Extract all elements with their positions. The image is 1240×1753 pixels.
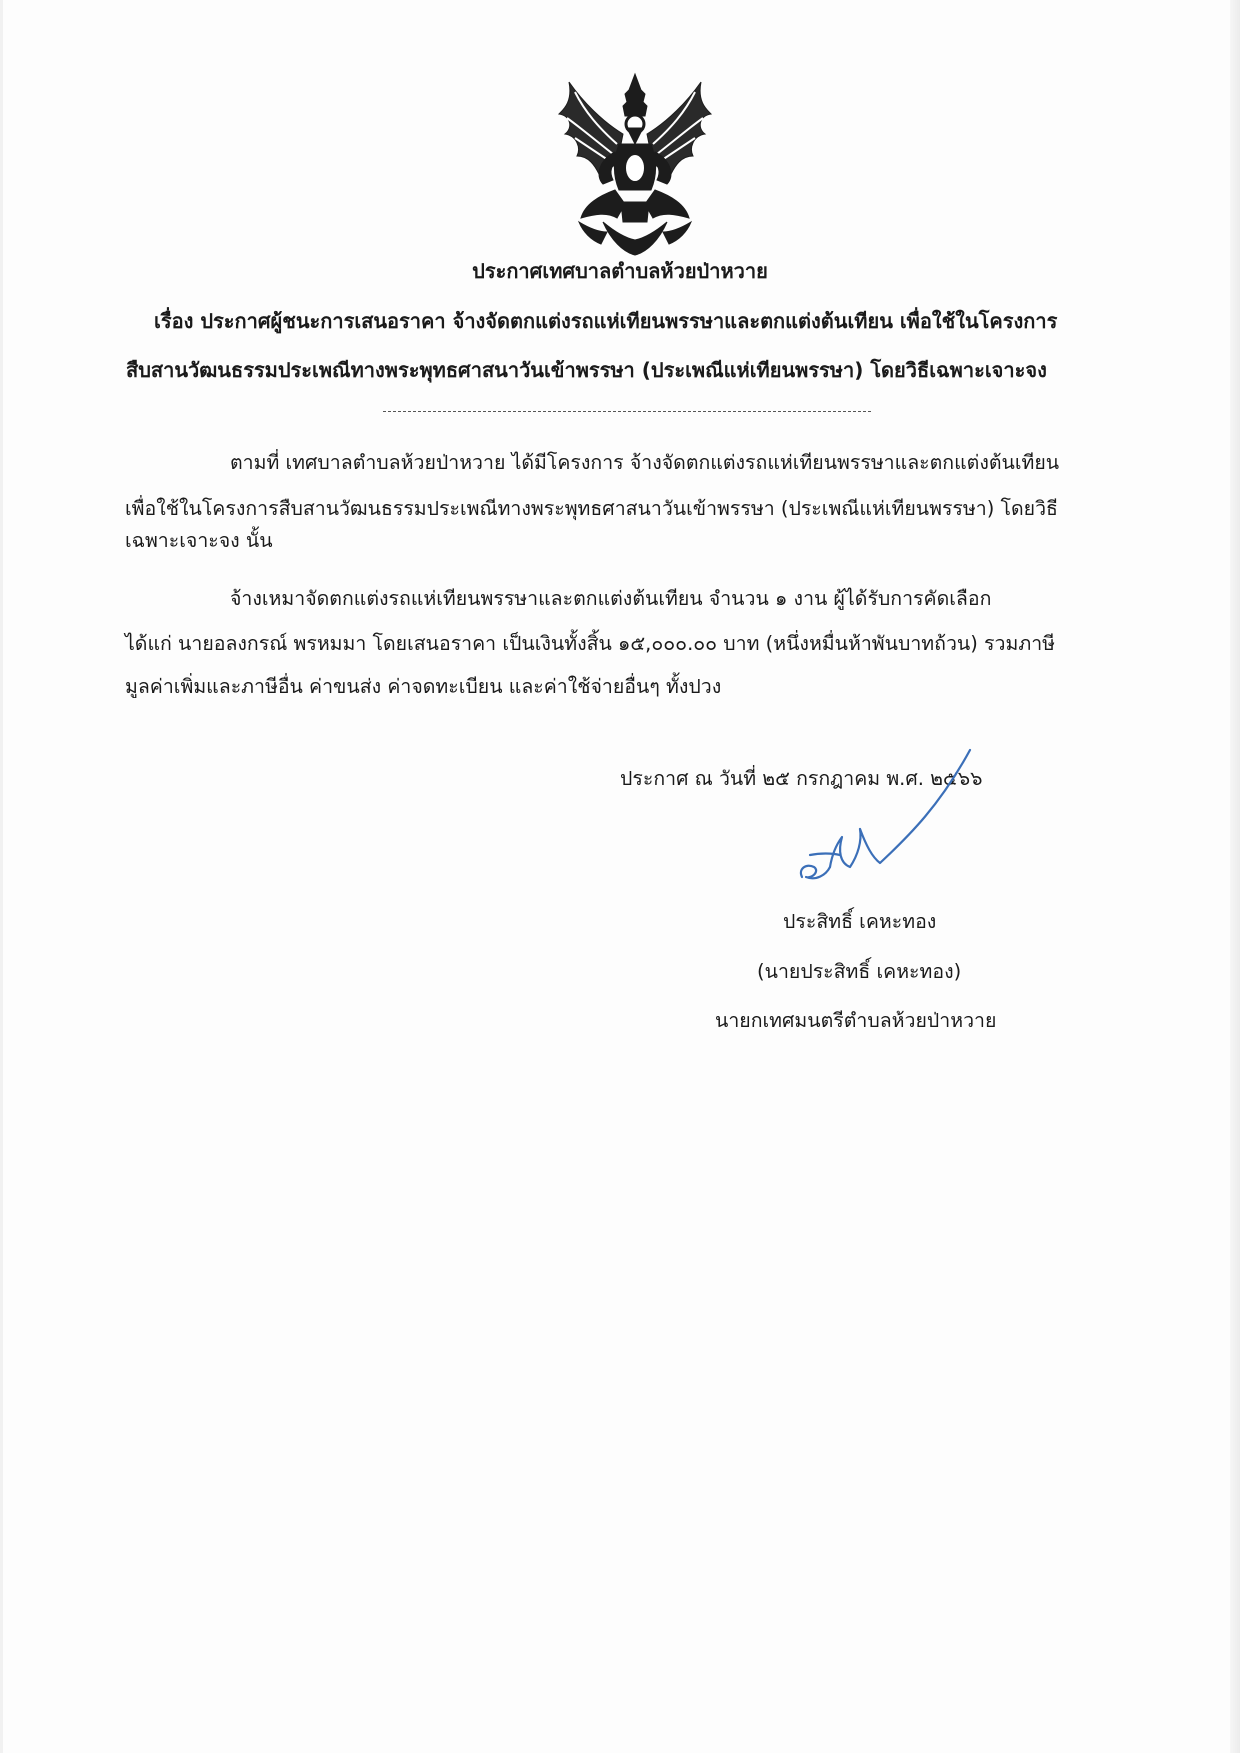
signer-full-name: (นายประสิทธิ์ เคหะทอง) xyxy=(757,960,962,983)
paragraph-2-line-3: มูลค่าเพิ่มและภาษีอื่น ค่าขนส่ง ค่าจดทะเบียน และค่าใช้จ่ายอื่นๆ ทั้งปวง xyxy=(125,675,722,698)
paragraph-2-line-1: จ้างเหมาจัดตกแต่งรถแห่เทียนพรรษาและตกแต่งต้นเทียน จำนวน ๑ งาน ผู้ได้รับการคัดเลือก xyxy=(230,587,992,610)
garuda-emblem-icon xyxy=(555,72,715,257)
paragraph-1-line-2: เพื่อใช้ในโครงการสืบสานวัฒนธรรมประเพณีทางพระพุทธศาสนาวันเข้าพรรษา (ประเพณีแห่เทียนพรรษา) โดยวิธี xyxy=(125,497,1058,520)
signer-position: นายกเทศมนตรีตำบลห้วยป่าหวาย xyxy=(715,1009,997,1032)
handwritten-signature xyxy=(780,745,1020,895)
paragraph-1-line-1: ตามที่ เทศบาลตำบลห้วยป่าหวาย ได้มีโครงการ จ้างจัดตกแต่งรถแห่เทียนพรรษาและตกแต่งต้นเทียน xyxy=(230,451,1060,474)
signer-name: ประสิทธิ์ เคหะทอง xyxy=(783,910,937,933)
subject-line-1: เรื่อง ประกาศผู้ชนะการเสนอราคา จ้างจัดตกแต่งรถแห่เทียนพรรษาและตกแต่งต้นเทียน เพื่อใช้ในโครงการ xyxy=(154,309,1058,333)
announcement-date: ประกาศ ณ วันที่ ๒๕ กรกฎาคม พ.ศ. ๒๕๖๖ xyxy=(620,767,983,790)
subject-line-2: สืบสานวัฒนธรรมประเพณีทางพระพุทธศาสนาวันเข้าพรรษา (ประเพณีแห่เทียนพรรษา) โดยวิธีเฉพาะเจาะจง xyxy=(126,358,1047,382)
paragraph-2-line-2: ได้แก่ นายอลงกรณ์ พรหมมา โดยเสนอราคา เป็นเงินทั้งสิ้น ๑๕,๐๐๐.๐๐ บาท (หนึ่งหมื่นห้าพันบาทถ้วน) รวมภาษี xyxy=(125,632,1055,655)
dashed-divider xyxy=(383,411,871,412)
office-title: ประกาศเทศบาลตำบลห้วยป่าหวาย xyxy=(472,259,768,283)
paragraph-1-line-3: เฉพาะเจาะจง นั้น xyxy=(125,529,273,552)
